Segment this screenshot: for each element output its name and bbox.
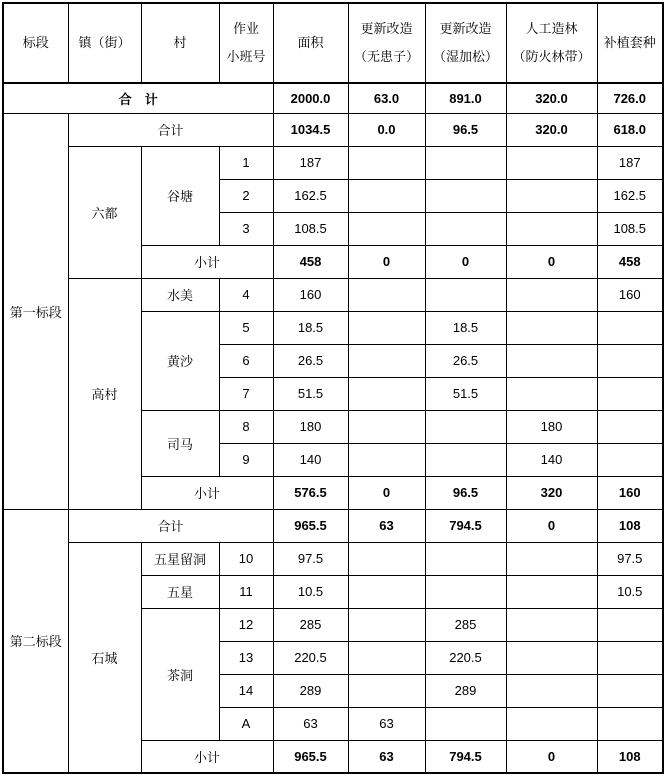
section2-total-area: 965.5 (273, 509, 348, 542)
cell-slash-pine (425, 212, 506, 245)
cell-replanting: 108.5 (597, 212, 663, 245)
subtotal-label: 小计 (141, 740, 273, 773)
village-shuimei: 水美 (141, 278, 219, 311)
village-chadong: 茶洞 (141, 608, 219, 740)
cell-firebreak (506, 344, 597, 377)
section2-total-replanting: 108 (597, 509, 663, 542)
col-header-subclass-line2: 小班号 (226, 49, 266, 64)
cell-replanting (597, 311, 663, 344)
cell-slash-pine (425, 443, 506, 476)
cell-firebreak (506, 608, 597, 641)
village-wuxing: 五星 (141, 575, 219, 608)
subtotal-firebreak: 0 (506, 740, 597, 773)
cell-firebreak (506, 674, 597, 707)
subtotal-area: 458 (273, 245, 348, 278)
subtotal-label: 小计 (141, 476, 273, 509)
section1-total-slash-pine: 96.5 (425, 113, 506, 146)
col-header-renewal-slash-pine-line1: 更新改造 (439, 21, 492, 36)
subtotal-sapindus: 63 (348, 740, 425, 773)
cell-sapindus (348, 575, 425, 608)
cell-firebreak (506, 146, 597, 179)
cell-subclass-no: 8 (219, 410, 273, 443)
col-header-renewal-sapindus-line2: （无患子） (353, 49, 419, 64)
section2-total-label: 合计 (68, 509, 273, 542)
cell-slash-pine: 51.5 (425, 377, 506, 410)
cell-replanting (597, 344, 663, 377)
subtotal-sapindus: 0 (348, 476, 425, 509)
grand-total-slash-pine: 891.0 (425, 83, 506, 113)
col-header-area-label: 面积 (297, 35, 324, 50)
col-header-subclass-line1: 作业 (232, 21, 259, 36)
cell-slash-pine (425, 410, 506, 443)
cell-area: 108.5 (273, 212, 348, 245)
subtotal-area: 576.5 (273, 476, 348, 509)
cell-subclass-no: 7 (219, 377, 273, 410)
subtotal-firebreak: 0 (506, 245, 597, 278)
grand-total-row (3, 83, 663, 113)
cell-slash-pine (425, 542, 506, 575)
cell-area: 220.5 (273, 641, 348, 674)
section1-total-label: 合计 (68, 113, 273, 146)
cell-subclass-no: 5 (219, 311, 273, 344)
town-shicheng: 石城 (68, 542, 141, 773)
cell-slash-pine: 289 (425, 674, 506, 707)
subtotal-slash-pine: 0 (425, 245, 506, 278)
section1-label: 第一标段 (3, 113, 68, 509)
cell-subclass-no: 6 (219, 344, 273, 377)
cell-firebreak (506, 278, 597, 311)
cell-replanting (597, 377, 663, 410)
cell-area: 51.5 (273, 377, 348, 410)
cell-firebreak (506, 179, 597, 212)
cell-sapindus: 63 (348, 707, 425, 740)
cell-replanting: 10.5 (597, 575, 663, 608)
village-sima: 司马 (141, 410, 219, 476)
cell-replanting (597, 608, 663, 641)
subtotal-slash-pine: 96.5 (425, 476, 506, 509)
header-row (3, 3, 663, 83)
subtotal-replanting: 160 (597, 476, 663, 509)
cell-sapindus (348, 146, 425, 179)
col-header-village-label: 村 (173, 35, 187, 50)
col-header-afforestation-firebreak-line1: 人工造林 (525, 21, 578, 36)
cell-firebreak (506, 542, 597, 575)
cell-replanting: 162.5 (597, 179, 663, 212)
grand-total-firebreak: 320.0 (506, 83, 597, 113)
cell-area: 289 (273, 674, 348, 707)
cell-sapindus (348, 674, 425, 707)
col-header-subclass (219, 3, 273, 83)
subtotal-slash-pine: 794.5 (425, 740, 506, 773)
cell-slash-pine: 285 (425, 608, 506, 641)
section1-total-row (3, 113, 663, 146)
subtotal-firebreak: 320 (506, 476, 597, 509)
cell-slash-pine (425, 575, 506, 608)
cell-sapindus (348, 542, 425, 575)
table-row (3, 278, 663, 311)
col-header-renewal-slash-pine-line2: （湿加松） (432, 49, 498, 64)
section1-total-sapindus: 0.0 (348, 113, 425, 146)
cell-subclass-no: 9 (219, 443, 273, 476)
col-header-town-label: 镇（街） (78, 35, 131, 50)
section1-total-replanting: 618.0 (597, 113, 663, 146)
cell-area: 97.5 (273, 542, 348, 575)
cell-replanting: 97.5 (597, 542, 663, 575)
col-header-renewal-sapindus-line1: 更新改造 (360, 21, 413, 36)
cell-firebreak (506, 575, 597, 608)
col-header-replanting (597, 3, 663, 83)
section1-total-firebreak: 320.0 (506, 113, 597, 146)
cell-firebreak: 180 (506, 410, 597, 443)
town-liudu: 六都 (68, 146, 141, 278)
cell-area: 63 (273, 707, 348, 740)
cell-firebreak (506, 212, 597, 245)
cell-subclass-no: 11 (219, 575, 273, 608)
col-header-replanting-label: 补植套种 (603, 35, 656, 50)
grand-total-area: 2000.0 (273, 83, 348, 113)
subtotal-area: 965.5 (273, 740, 348, 773)
col-header-village (141, 3, 219, 83)
cell-firebreak (506, 707, 597, 740)
cell-subclass-no: 10 (219, 542, 273, 575)
cell-sapindus (348, 443, 425, 476)
section2-total-row (3, 509, 663, 542)
cell-slash-pine (425, 278, 506, 311)
table-row (3, 542, 663, 575)
col-header-area (273, 3, 348, 83)
col-header-town (68, 3, 141, 83)
cell-subclass-no: 3 (219, 212, 273, 245)
cell-area: 162.5 (273, 179, 348, 212)
section1-total-area: 1034.5 (273, 113, 348, 146)
subtotal-replanting: 458 (597, 245, 663, 278)
cell-sapindus (348, 344, 425, 377)
cell-firebreak (506, 641, 597, 674)
col-header-afforestation-firebreak-line2: （防火林带） (512, 49, 591, 64)
cell-firebreak: 140 (506, 443, 597, 476)
cell-area: 187 (273, 146, 348, 179)
cell-slash-pine: 220.5 (425, 641, 506, 674)
cell-replanting (597, 641, 663, 674)
col-header-afforestation-firebreak (506, 3, 597, 83)
cell-subclass-no: 1 (219, 146, 273, 179)
col-header-section-label: 标段 (22, 35, 49, 50)
grand-total-sapindus: 63.0 (348, 83, 425, 113)
subtotal-label: 小计 (141, 245, 273, 278)
cell-slash-pine: 18.5 (425, 311, 506, 344)
cell-subclass-no: 13 (219, 641, 273, 674)
section2-total-firebreak: 0 (506, 509, 597, 542)
col-header-renewal-slash-pine (425, 3, 506, 83)
section2-total-slash-pine: 794.5 (425, 509, 506, 542)
cell-replanting (597, 443, 663, 476)
section2-total-sapindus: 63 (348, 509, 425, 542)
cell-subclass-no: 12 (219, 608, 273, 641)
cell-area: 180 (273, 410, 348, 443)
col-header-renewal-sapindus (348, 3, 425, 83)
grand-total-label: 合 计 (3, 83, 273, 113)
cell-subclass-no: A (219, 707, 273, 740)
cell-sapindus (348, 641, 425, 674)
cell-subclass-no: 14 (219, 674, 273, 707)
cell-subclass-no: 2 (219, 179, 273, 212)
cell-sapindus (348, 212, 425, 245)
cell-replanting (597, 707, 663, 740)
cell-replanting (597, 410, 663, 443)
cell-sapindus (348, 608, 425, 641)
cell-replanting: 187 (597, 146, 663, 179)
cell-firebreak (506, 377, 597, 410)
cell-slash-pine (425, 707, 506, 740)
cell-area: 26.5 (273, 344, 348, 377)
cell-area: 10.5 (273, 575, 348, 608)
subtotal-sapindus: 0 (348, 245, 425, 278)
cell-area: 140 (273, 443, 348, 476)
cell-area: 160 (273, 278, 348, 311)
village-gutang: 谷塘 (141, 146, 219, 245)
cell-slash-pine (425, 146, 506, 179)
village-huangsha: 黄沙 (141, 311, 219, 410)
cell-replanting (597, 674, 663, 707)
cell-sapindus (348, 410, 425, 443)
cell-slash-pine: 26.5 (425, 344, 506, 377)
cell-area: 285 (273, 608, 348, 641)
section2-label: 第二标段 (3, 509, 68, 773)
cell-area: 18.5 (273, 311, 348, 344)
cell-sapindus (348, 179, 425, 212)
town-gaocun: 高村 (68, 278, 141, 509)
village-wuxingliudong: 五星留洞 (141, 542, 219, 575)
col-header-section (3, 3, 68, 83)
cell-slash-pine (425, 179, 506, 212)
grand-total-replanting: 726.0 (597, 83, 663, 113)
cell-replanting: 160 (597, 278, 663, 311)
cell-sapindus (348, 311, 425, 344)
cell-sapindus (348, 377, 425, 410)
cell-subclass-no: 4 (219, 278, 273, 311)
cell-sapindus (348, 278, 425, 311)
table-row (3, 146, 663, 179)
afforestation-summary-table (2, 2, 664, 774)
cell-firebreak (506, 311, 597, 344)
subtotal-replanting: 108 (597, 740, 663, 773)
